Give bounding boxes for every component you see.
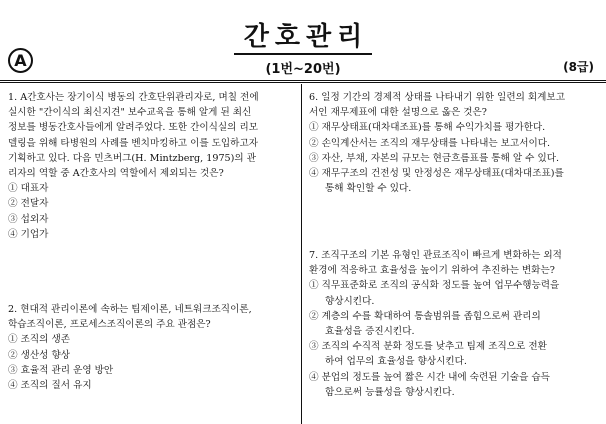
question-2-option-3: ③ 효율적 관리 운영 방안 xyxy=(8,364,114,376)
question-7-option-4: ④ 분업의 정도를 높여 짧은 시간 내에 숙련된 기술을 습득 함으로써 능률성을 향상시킨다. xyxy=(309,371,550,398)
question-2-option-4: ④ 조직의 질서 유지 xyxy=(8,380,92,392)
question-6-option-1: ① 재무상태표(대차대조표)를 통해 수익가치를 평가한다. xyxy=(309,122,546,134)
question-1-option-2: ② 전달자 xyxy=(8,198,49,210)
question-7-option-3: ③ 조직의 수직적 분화 정도를 낮추고 팀제 조직으로 전환 하여 업무의 효율성을 향상시킨다. xyxy=(309,341,547,368)
question-1-option-1: ① 대표자 xyxy=(8,183,49,195)
question-2-option-2: ② 생산성 향상 xyxy=(8,349,71,361)
question-7-option-2: ② 계층의 수를 확대하여 통솔범위를 좁힘으로써 관리의 효율성을 증진시킨다. xyxy=(309,310,541,338)
question-2 xyxy=(8,302,292,393)
question-range: (1번~20번) xyxy=(265,62,341,77)
question-7 xyxy=(309,248,597,400)
page-title xyxy=(0,22,606,55)
question-1 xyxy=(8,90,292,242)
question-1-option-4: ④ 기업가 xyxy=(8,228,49,240)
header-rule xyxy=(0,80,606,83)
question-6-option-4: ④ 재무구조의 건전성 및 안정성은 재무상태표(대차대조표)를 통해 확인할 수 있다. xyxy=(309,168,564,195)
column-divider xyxy=(301,84,302,424)
question-1-stem: 1. A간호사는 장기이식 병동의 간호단위관리자로, 며칠 전에 실시한 "간이식의 최신지견" 보수교육을 통해 알게 된 최신 정보를 병동간호사들에게 알려주었다. 또한 간이식실의 리모 델링을 위해 타병원의 사례를 벤치마킹하고 이를 도입하고자 기획하고 있다. 다음 민츠버그(H. Mintzberg, 1975)의 관 리자의 역할 중 A간호사의 역할에서 제외되는 것은? xyxy=(8,92,259,180)
grade-label: (8급) xyxy=(563,60,594,74)
question-2-stem: 2. 현대적 관리이론에 속하는 팀제이론, 네트워크조직이론, 학습조직이론, 프로세스조직이론의 주요 관점은? xyxy=(8,304,252,331)
question-6-stem: 6. 일정 기간의 경제적 상태를 나타내기 위한 일련의 회계보고 서인 재무제표에 대한 설명으로 옳은 것은? xyxy=(309,92,565,119)
exam-type-mark: A xyxy=(8,48,33,73)
question-6 xyxy=(309,90,597,196)
question-1-option-3: ③ 섭외자 xyxy=(8,213,49,225)
question-6-option-2: ② 손익계산서는 조직의 재무상태를 나타내는 보고서이다. xyxy=(309,137,551,149)
title-text: 간호관리 xyxy=(234,22,372,55)
question-6-option-3: ③ 자산, 부채, 자본의 규모는 현금흐름표를 통해 알 수 있다. xyxy=(309,152,560,164)
question-7-option-1: ① 직무표준화로 조직의 공식화 정도를 높여 업무수행능력을 향상시킨다. xyxy=(309,280,560,307)
question-2-option-1: ① 조직의 생존 xyxy=(8,334,71,346)
question-7-stem: 7. 조직구조의 기본 유형인 관료조직이 빠르게 변화하는 외적 환경에 적응하고 효율성을 높이기 위하여 추진하는 변화는? xyxy=(309,250,562,277)
